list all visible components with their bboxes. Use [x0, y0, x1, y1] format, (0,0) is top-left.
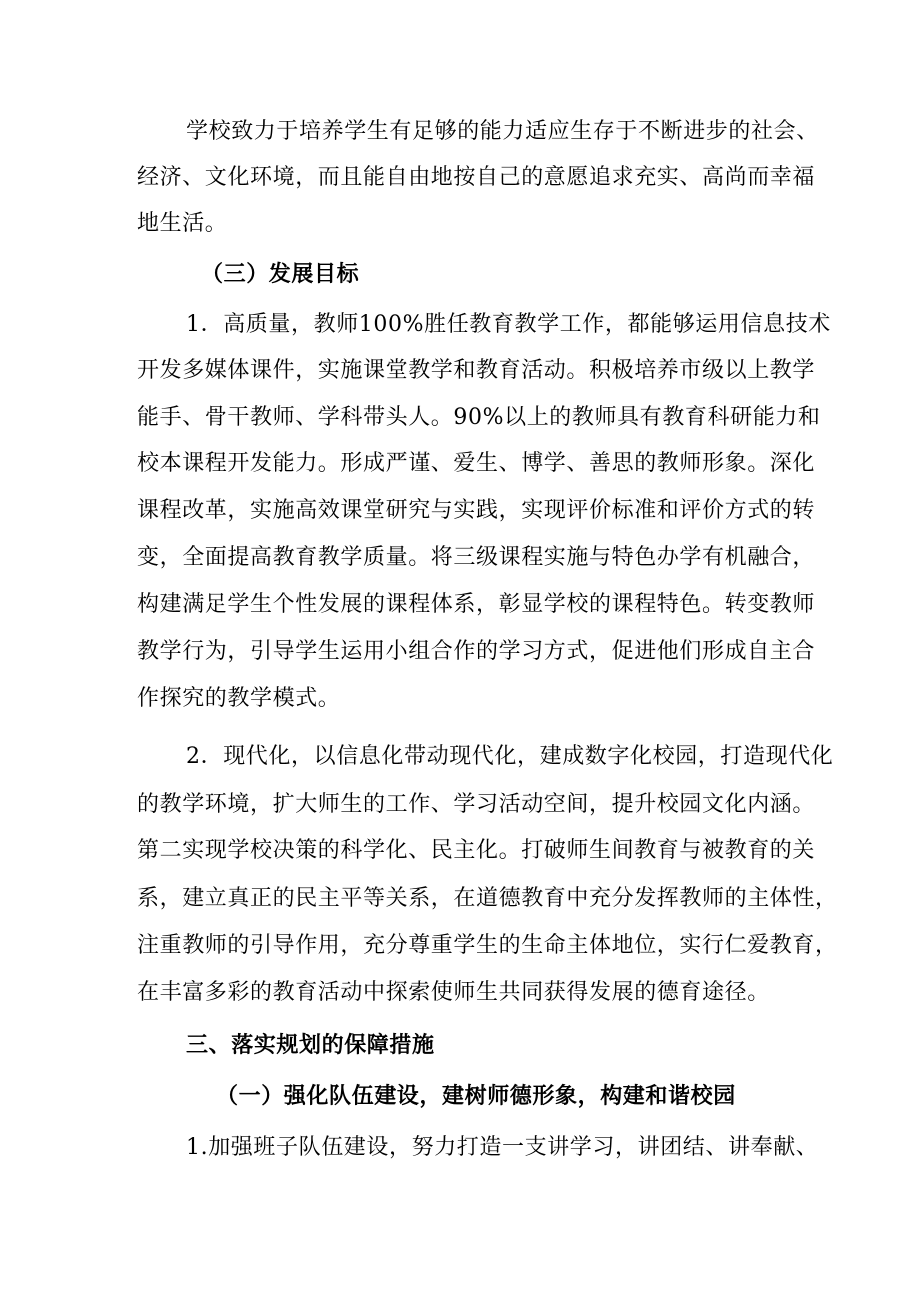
paragraph-1-line-2: 经济、文化环境，而且能自由地按自己的意愿追求充实、高尚而幸福 [137, 165, 816, 190]
goal-2-line-2: 的教学环境，扩大师生的工作、学习活动空间，提升校园文化内涵。 [137, 792, 816, 817]
paragraph-1-line-3: 地生活。 [137, 211, 228, 236]
section-implementation-measures: 三、落实规划的保障措施 [186, 1032, 435, 1058]
subsection-team-building: （一）强化队伍建设，建树师德形象，构建和谐校园 [216, 1083, 736, 1109]
goal-2-line-1: 2．现代化，以信息化带动现代化，建成数字化校园，打造现代化 [186, 744, 834, 769]
goal-1-line-9: 作探究的教学模式。 [137, 686, 341, 711]
goal-1-line-2: 开发多媒体课件，实施课堂教学和教育活动。积极培养市级以上教学 [137, 358, 816, 383]
goal-1-line-4: 校本课程开发能力。形成严谨、爱生、博学、善思的教师形象。深化 [137, 451, 816, 476]
goal-1-line-5: 课程改革，实施高效课堂研究与实践，实现评价标准和评价方式的转 [137, 498, 816, 523]
goal-2-line-4: 系，建立真正的民主平等关系，在道德教育中充分发挥教师的主体性， [137, 886, 838, 911]
goal-1-line-1: 1．高质量，教师100%胜任教育教学工作，都能够运用信息技术 [186, 312, 831, 337]
goal-1-line-6: 变，全面提高教育教学质量。将三级课程实施与特色办学有机融合， [137, 545, 816, 570]
goal-2-line-6: 在丰富多彩的教育活动中探索使师生共同获得发展的德育途径。 [137, 980, 770, 1005]
goal-1-line-8: 教学行为，引导学生运用小组合作的学习方式，促进他们形成自主合 [137, 639, 816, 664]
goal-1-line-3: 能手、骨干教师、学科带头人。90%以上的教师具有教育科研能力和 [137, 405, 821, 430]
goal-2-line-5: 注重教师的引导作用，充分尊重学生的生命主体地位，实行仁爱教育， [137, 933, 838, 958]
goal-1-line-7: 构建满足学生个性发展的课程体系，彰显学校的课程特色。转变教师 [137, 592, 816, 617]
heading-development-goals: （三）发展目标 [201, 261, 360, 287]
goal-2-line-3: 第二实现学校决策的科学化、民主化。打破师生间教育与被教育的关 [137, 838, 816, 863]
item-1-line-1: 1.加强班子队伍建设，努力打造一支讲学习，讲团结、讲奉献、 [186, 1135, 819, 1160]
paragraph-1-line-1: 学校致力于培养学生有足够的能力适应生存于不断进步的社会、 [186, 119, 819, 144]
